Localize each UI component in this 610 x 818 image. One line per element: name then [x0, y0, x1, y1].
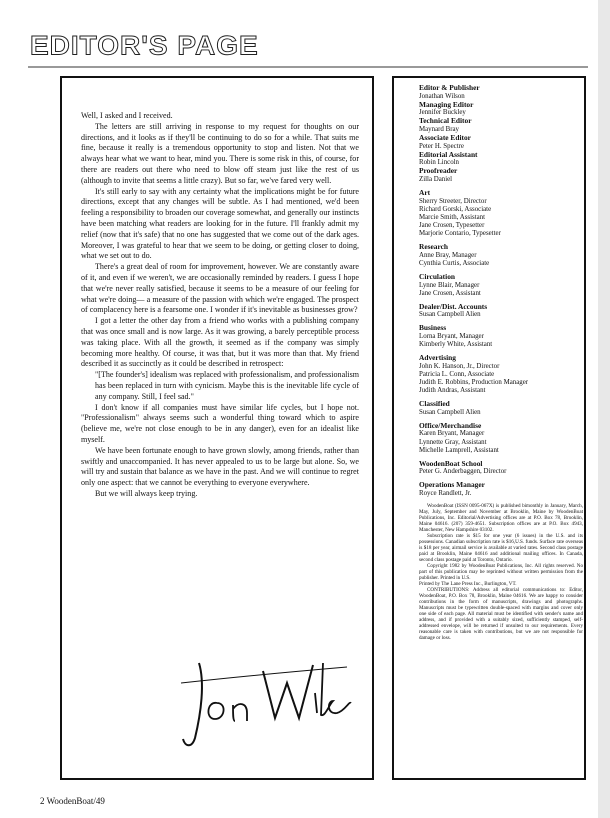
masthead-name: Kimberly White, Assistant	[419, 341, 493, 349]
masthead-name: Michelle Lamprell, Assistant	[419, 446, 499, 454]
letter-paragraph: We have been fortunate enough to have grown slowly, among friends, rather than swiftly and unaccompanied. It has never appealed to us to be large but alone. So, we will try and sustain that balance as we have in the past. And we will continue to regret only one aspect: that we cannot be everything to everyone everywhere.	[81, 445, 359, 488]
fine-print-paragraph: WoodenBoat (ISSN 0095-067X) is published bimonthly in January, March, May, July, September and November at Brooklin, Maine by WoodenBoat Publications, Inc. Editorial/Advertising offices are at P.O. Box 78, Brooklin, Maine 04616. (207) 359-4651. Subscription offices are at P.O. Box 4943, Manchester, New Hampshire 03102.	[419, 503, 583, 534]
letter-paragraph: Well, I asked and I received.	[81, 111, 173, 120]
letter-paragraph: I don't know if all companies must have similar life cycles, but I hope not. "Professionalism" always seems such a wonderful thing toward which to aspire (believe me, we're not close enough to be in any danger), even for an idealist like myself.	[81, 402, 359, 444]
masthead-heading: Technical Editor	[419, 116, 472, 126]
masthead-heading: Office/Merchandise	[419, 420, 482, 430]
masthead-name: Peter H. Spectre	[419, 142, 464, 150]
masthead-group	[419, 273, 583, 298]
masthead-group	[419, 400, 583, 417]
letter-paragraph: It's still early to say with any certainty what the implications might be for future directions, except that any changes will be subtle. As I had mentioned, we'd been feeling a responsibility to broaden our coverage somewhat, and generally our instincts have been matching what readers are looking for in the future. I'll frankly admit my relief (now that it's safe) that no one has suggested that we come out of the dark ages. Moreover, I was grateful to hear that we seem to be doing, or getting closer to doing, what we set out to do.	[81, 186, 359, 261]
masthead-heading: Proofreader	[419, 166, 458, 176]
page-footer: 2 WoodenBoat/49	[40, 796, 105, 806]
masthead-name: Susan Campbell Alien	[419, 311, 481, 319]
masthead-name: Jennifer Buckley	[419, 109, 466, 117]
masthead-group	[419, 303, 583, 320]
fine-print-paragraph: Subscription rate is $15 for one year (6 issues) in the U.S. and its possessions. Canadian subscription rate is $16,U.S. funds. Surface rate overseas is $18 per year, airmail service is available at varied rates. Second class postage paid at Brooklin, Maine 04616 and additional mailing offices. In Canada, second class postage paid at Toronto, Ontario.	[419, 533, 583, 564]
fine-print-paragraph: CONTRIBUTIONS: Address all editorial communications to: Editor, WoodenBoat, P.O. Box 78, Brooklin, Maine 04616. We are happy to consider contributions in the form of manuscripts, drawings and photographs. Manuscripts must be typewritten double-spaced with margins and cover only one side of each page. All material must be identified with sender's name and address, and if provided with a suitably sized, sufficiently stamped, self-addressed envelope, will be returned if unsuited to our requirements. Every reasonable care is taken with contributions, but we are not responsible for damage or loss.	[419, 587, 583, 642]
masthead-heading: Editor & Publisher	[419, 83, 480, 92]
masthead-group	[419, 460, 583, 477]
masthead-name: Royce Randlett, Jr.	[419, 490, 472, 498]
letter-paragraph: There's a great deal of room for improvement, however. We are constantly aware of it, and even if we weren't, we are occasionally reminded by readers. I guess I hope that we're never really satisfied, because it seems to be a measure of our feeling for what we're doing— a measure of the passion with which we're engaged. The prospect of complacency here is a fearsome one. I wonder if it's inevitable as businesses grow?	[81, 262, 359, 315]
masthead-group	[419, 243, 583, 268]
masthead-group	[419, 324, 583, 349]
masthead-heading: Advertising	[419, 353, 456, 363]
masthead-group	[419, 354, 583, 395]
masthead-name: Judith Andras, Assistant	[419, 387, 486, 395]
editor-letter	[81, 111, 359, 500]
masthead-heading: Managing Editor	[419, 99, 474, 109]
masthead-name: Judith E. Robbins, Production Manager	[419, 379, 529, 386]
masthead-name: Jane Crosen, Typesetter	[419, 222, 485, 229]
masthead-name: Maynard Bray	[419, 125, 459, 133]
masthead-name: Sherry Streeter, Director	[419, 197, 487, 205]
masthead-group	[419, 189, 583, 238]
masthead-heading: Art	[419, 188, 431, 198]
letter-quote: "[The founder's] idealism was replaced with professionalism, and professionalism has been replaced in turn with cynicism. Maybe this is the inevitable life cycle of any company. Still, I feel sad."	[95, 370, 359, 401]
masthead-name: Richard Gorski, Associate	[419, 205, 492, 213]
masthead-heading: Operations Manager	[419, 480, 485, 490]
letter-quote-block	[95, 370, 359, 402]
masthead-name: Marcie Smith, Assistant	[419, 213, 486, 221]
publication-fine-print	[419, 503, 583, 641]
fine-print-paragraph: Printed by The Lane Press Inc., Burlington, VT.	[419, 581, 517, 588]
masthead-heading: Editorial Assistant	[419, 149, 478, 159]
masthead-heading: WoodenBoat School	[419, 458, 483, 468]
masthead-name: Lorna Bryant, Manager	[419, 333, 484, 341]
letter-paragraph: The letters are still arriving in response to my request for thoughts on our directions, and it looks as if they'll be continuing to do so for a while. That suits me fine, because it really is a tremendous opportunity to stop and listen. Not that we always hear what we want to hear, mind you. There is some risk in this, of course, for there are readers out there who need to blow off steam just like the rest of us (although to invite that seems a little crazy). But so far, we've fared very well.	[81, 121, 359, 185]
page-edge	[598, 0, 610, 818]
masthead-name: John K. Hanson, Jr., Director	[419, 362, 500, 370]
masthead-heading: Research	[419, 242, 449, 252]
masthead-name: Zilla Daniel	[419, 176, 453, 184]
letter-paragraph: But we will always keep trying.	[95, 488, 198, 498]
masthead-group	[419, 422, 583, 455]
masthead-name: Jane Crosen, Assistant	[419, 289, 481, 297]
masthead-heading: Associate Editor	[419, 133, 471, 143]
masthead-name: Susan Campbell Alien	[419, 408, 481, 416]
masthead-name: Karen Bryant, Manager	[419, 430, 485, 438]
masthead-name: Cynthia Curtis, Associate	[419, 259, 490, 267]
masthead-heading: Circulation	[419, 271, 455, 281]
fine-print-paragraph: Copyright 1982 by WoodenBoat Publications, Inc. All rights reserved. No part of this publication may be reprinted without written permission from the publisher. Printed in U.S.	[419, 563, 583, 582]
masthead-group	[419, 481, 583, 498]
masthead-name: Robin Lincoln	[419, 159, 460, 167]
masthead-name: Anne Bray, Manager	[419, 251, 477, 259]
masthead-name: Lynne Blair, Manager	[419, 281, 480, 289]
masthead-name: Lynnette Gray, Assistant	[419, 438, 487, 446]
masthead-box	[392, 76, 586, 780]
letter-paragraph: I got a letter the other day from a friend who works with a publishing company that was once small and is now large. As it was growing, a barely perceptible process was taking place. With all the growth, it seemed as if the company was simply becoming more healthy. Of course, it was that, but it was more than that. My friend described it as succinctly as it could be described in retrospect:	[81, 316, 359, 369]
signature-image	[177, 643, 357, 753]
masthead-heading: Dealer/Dist. Accounts	[419, 301, 488, 311]
editor-letter-box	[60, 76, 374, 780]
title-rule	[28, 66, 588, 68]
masthead-name: Patricia L. Conn, Associate	[419, 370, 495, 378]
masthead-name: Marjorie Contario, Typesetter	[419, 230, 501, 238]
masthead-group	[419, 84, 583, 184]
masthead-name: Jonathan Wilson	[419, 92, 465, 100]
masthead-heading: Business	[419, 323, 447, 333]
masthead	[419, 84, 583, 641]
page-title: EDITOR'S PAGE	[30, 30, 259, 61]
masthead-name: Peter G. Anderbaggen, Director	[419, 468, 507, 476]
masthead-heading: Classified	[419, 399, 450, 409]
